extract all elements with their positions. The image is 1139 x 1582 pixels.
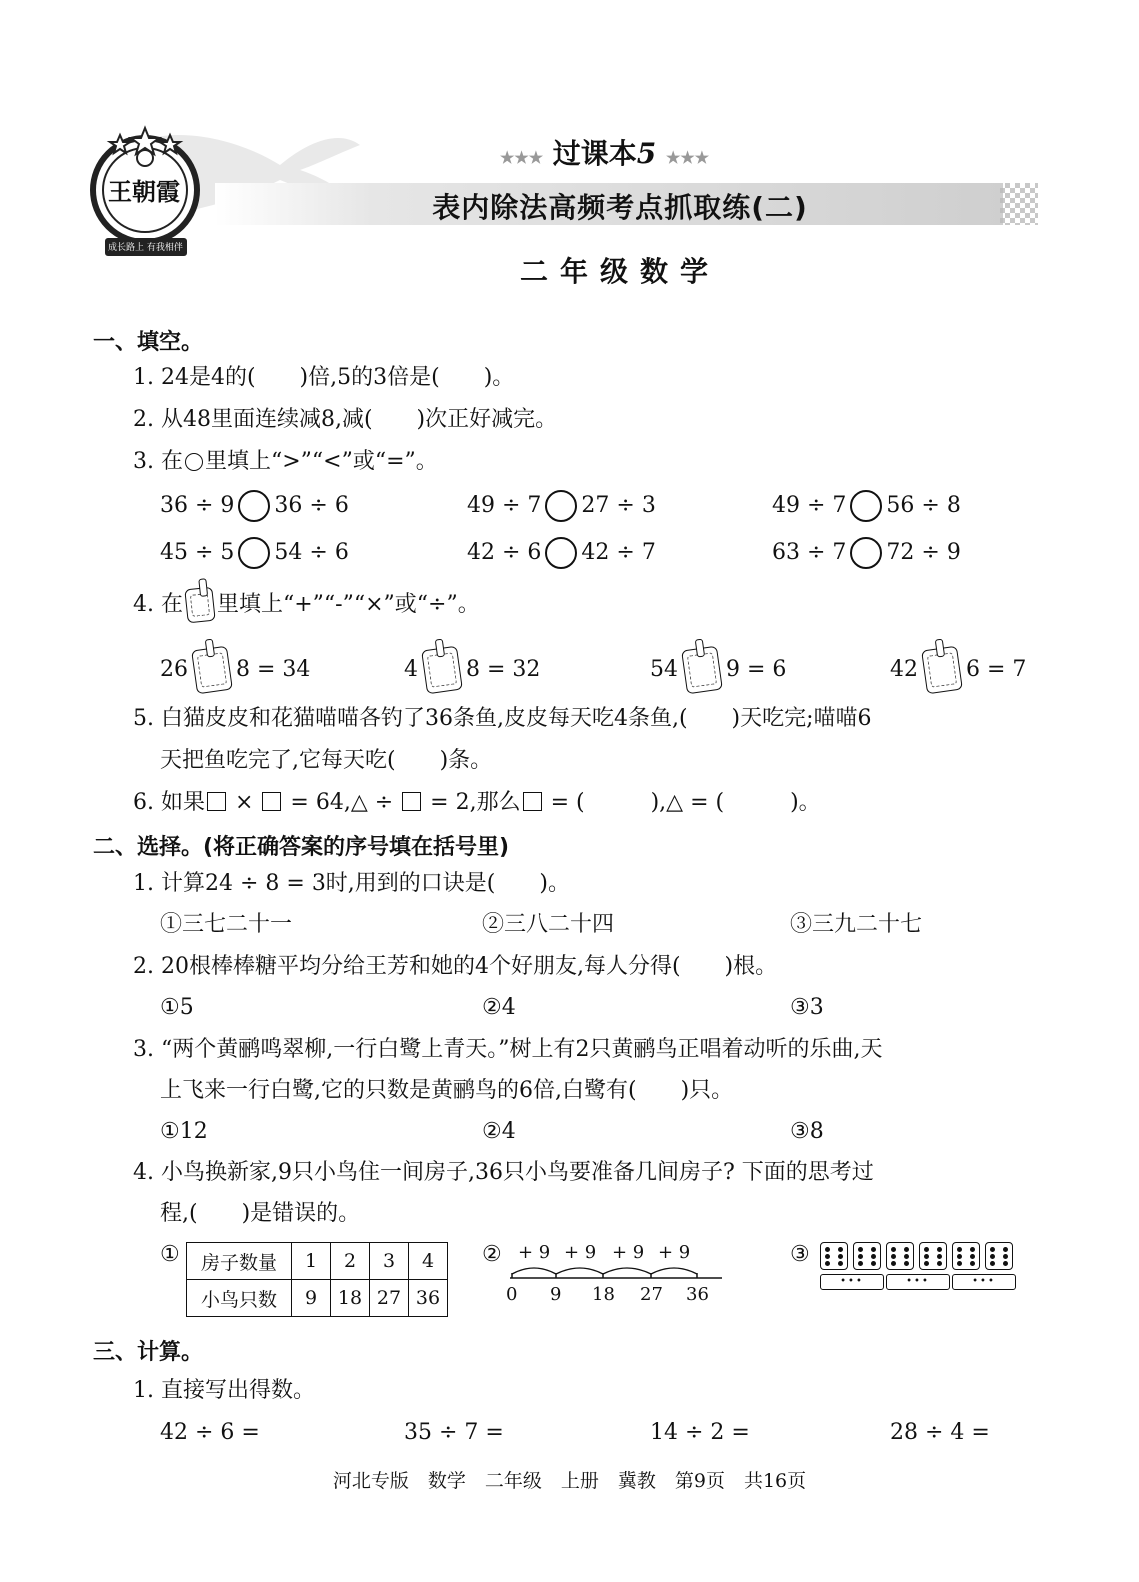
option[interactable]: ③8 [790,1119,824,1144]
section1-heading: 一、填空。 [93,330,204,355]
s3-q1: 1. 直接写出得数。 [133,1378,315,1403]
compare-circle[interactable] [545,537,577,569]
three-dot-bar: ••• [820,1274,884,1290]
jump-label: + 9 [564,1242,597,1263]
three-dot-bar: ••• [952,1274,1016,1290]
six-dot-die [919,1242,947,1270]
q4-right: 8 = 32 [466,657,541,682]
six-dot-die [886,1242,914,1270]
q3-left: 45 ÷ 5 [160,540,235,565]
q3-left: 49 ÷ 7 [772,493,847,518]
calc-item[interactable]: 35 ÷ 7 = [404,1420,504,1445]
q4-right: 8 = 34 [236,657,311,682]
table-cell: 小鸟只数 [187,1280,292,1317]
square-symbol [207,792,226,811]
calc-item[interactable]: 42 ÷ 6 = [160,1420,260,1445]
series-number: 5 [636,137,657,170]
operator-note-blank[interactable] [421,646,463,695]
option[interactable]: ②三八二十四 [482,912,615,937]
option[interactable]: ①12 [160,1119,208,1144]
q4-item [404,648,540,692]
s1-q6 [133,788,821,818]
table-cell: 1 [292,1243,331,1280]
six-dot-die [820,1242,848,1270]
title-band-pattern [1000,183,1038,225]
compare-circle[interactable] [238,490,270,522]
s2-q2: 2. 20根棒棒糖平均分给王芳和她的4个好朋友,每人分得( )根。 [133,954,778,979]
houses-birds-table [186,1242,448,1317]
table-cell: 9 [292,1280,331,1317]
q4-left: 26 [160,657,188,682]
table-cell: 27 [370,1280,409,1317]
option[interactable]: ①三七二十一 [160,912,293,937]
jump-label: + 9 [518,1242,551,1263]
q6-part: = 2,那么 [423,790,521,815]
operator-note-blank[interactable] [191,646,233,695]
s1-q3-suffix: 里填上“>”“<”或“=”。 [204,449,438,474]
q3-left: 36 ÷ 9 [160,493,235,518]
tick-label: 36 [686,1284,709,1305]
logo-banner: 成长路上 有我相伴 [108,243,183,253]
q4-left: 42 [890,657,918,682]
q4-item [160,648,310,692]
compare-circle[interactable] [545,490,577,522]
q6-part: = ( ),△ = ( )。 [543,790,821,815]
s2-q4-line1: 4. 小鸟换新家,9只小鸟住一间房子,36只小鸟要准备几间房子? 下面的思考过 [133,1160,874,1185]
q3-item [160,537,349,569]
option[interactable]: ③三九二十七 [790,912,923,937]
s2-q4-line2: 程,( )是错误的。 [160,1201,361,1226]
option-mark[interactable]: ① [160,1242,180,1267]
six-dot-die [952,1242,980,1270]
stars-left: ★★★ [500,148,544,167]
jump-label: + 9 [612,1242,645,1263]
q3-item [160,490,349,522]
six-dot-die [985,1242,1013,1270]
q6-part: 6. 如果 [133,790,205,815]
q3-left: 49 ÷ 7 [467,493,542,518]
compare-circle[interactable] [238,537,270,569]
table-cell: 2 [331,1243,370,1280]
s1-q4-suffix: 里填上“+”“-”“×”或“÷”。 [216,592,480,617]
s2-q3-line1: 3. “两个黄鹂鸣翠柳,一行白鹭上青天。”树上有2只黄鹂鸟正唱着动听的乐曲,天 [133,1037,883,1062]
option[interactable]: ①5 [160,995,194,1020]
series-line [500,132,709,172]
q3-item [467,537,656,569]
s1-q2: 2. 从48里面连续减8,减( )次正好减完。 [133,407,558,432]
series-name: 过课本 [552,137,637,170]
q3-right: 56 ÷ 8 [886,493,961,518]
table-cell: 18 [331,1280,370,1317]
s1-q3 [133,447,438,477]
s1-q1: 1. 24是4的( )倍,5的3倍是( )。 [133,365,515,390]
q6-part: × [227,790,261,815]
s1-q5-line1: 5. 白猫皮皮和花猫喵喵各钓了36条鱼,皮皮每天吃4条鱼,( )天吃完;喵喵6 [133,706,872,731]
square-symbol [402,792,421,811]
q3-item [467,490,656,522]
q3-left: 42 ÷ 6 [467,540,542,565]
compare-circle[interactable] [850,490,882,522]
page-subtitle: 二年级数学 [519,255,720,288]
q6-part: = 64,△ ÷ [283,790,401,815]
q3-right: 42 ÷ 7 [581,540,656,565]
page-title: 表内除法高频考点抓取练(二) [432,191,808,224]
circle-icon [185,453,203,471]
q4-left: 4 [404,657,418,682]
number-line [500,1240,730,1310]
dot-groups-figure [820,1242,1020,1294]
table-cell: 4 [409,1243,448,1280]
option-mark[interactable]: ③ [790,1242,810,1267]
logo-name: 王朝霞 [108,177,180,206]
q3-right: 54 ÷ 6 [274,540,349,565]
option[interactable]: ②4 [482,1119,516,1144]
square-symbol [523,792,542,811]
table-cell: 房子数量 [187,1243,292,1280]
q3-right: 72 ÷ 9 [886,540,961,565]
section3-heading: 三、计算。 [93,1340,204,1365]
s1-q5-line2: 天把鱼吃完了,它每天吃( )条。 [160,748,493,773]
calc-item[interactable]: 28 ÷ 4 = [890,1420,990,1445]
s2-q3-line2: 上飞来一行白鹭,它的只数是黄鹂鸟的6倍,白鹭有( )只。 [160,1078,734,1103]
table-cell: 3 [370,1243,409,1280]
table-cell: 36 [409,1280,448,1317]
q3-item [772,490,961,522]
operator-note-blank[interactable] [921,646,963,695]
tick-label: 9 [550,1284,562,1305]
three-dot-bar: ••• [886,1274,950,1290]
s2-q1: 1. 计算24 ÷ 8 = 3时,用到的口诀是( )。 [133,871,570,896]
option[interactable]: ②4 [482,995,516,1020]
q3-right: 36 ÷ 6 [274,493,349,518]
q3-item [772,537,961,569]
stars-right: ★★★ [666,148,710,167]
tick-label: 0 [506,1284,518,1305]
q4-item [890,648,1026,692]
s1-q4-prefix: 4. 在 [133,592,183,617]
table-row [187,1280,448,1317]
q4-right: 9 = 6 [726,657,787,682]
q4-right: 6 = 7 [966,657,1027,682]
q4-item [650,648,786,692]
q3-right: 27 ÷ 3 [581,493,656,518]
calc-item[interactable]: 14 ÷ 2 = [650,1420,750,1445]
page-footer: 河北专版 数学 二年级 上册 冀教 第9页 共16页 [332,1470,807,1492]
option-mark[interactable]: ② [482,1242,502,1267]
six-dot-die [853,1242,881,1270]
operator-note-blank[interactable] [681,646,723,695]
q4-left: 54 [650,657,678,682]
s1-q4 [133,588,480,622]
tick-label: 27 [640,1284,663,1305]
compare-circle[interactable] [850,537,882,569]
section2-heading: 二、选择。(将正确答案的序号填在括号里) [93,835,510,860]
tick-label: 18 [592,1284,615,1305]
jump-label: + 9 [658,1242,691,1263]
table-row [187,1243,448,1280]
square-symbol [262,792,281,811]
sticky-note-icon [184,587,215,624]
option[interactable]: ③3 [790,995,824,1020]
s1-q3-prefix: 3. 在 [133,449,183,474]
q3-left: 63 ÷ 7 [772,540,847,565]
